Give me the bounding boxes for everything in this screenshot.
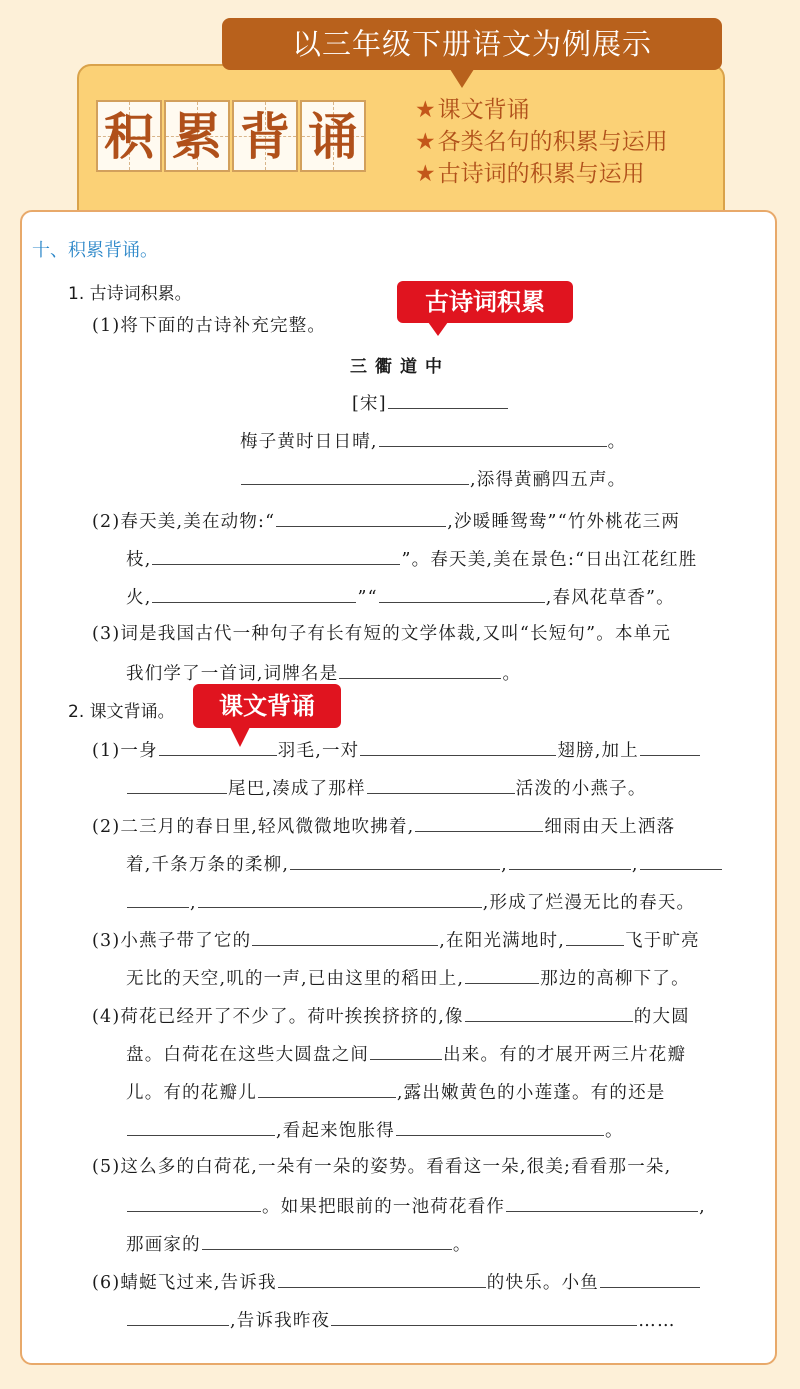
feature-item: ★课文背诵 — [415, 97, 530, 123]
subsection-recitation-title: 2. 课文背诵。 — [68, 702, 175, 722]
answer-blank[interactable] — [640, 737, 700, 756]
answer-blank[interactable] — [506, 1193, 698, 1212]
r2-line-2: 着,千条万条的柔柳, , , — [126, 851, 723, 877]
star-icon: ★ — [415, 161, 436, 187]
r5-line-3: 那画家的 。 — [126, 1231, 472, 1257]
r1-line-2: 尾巴,凑成了那样 活泼的小燕子。 — [126, 775, 647, 801]
answer-blank[interactable] — [331, 1307, 637, 1326]
header-banner: 以三年级下册语文为例展示 — [222, 18, 722, 70]
title-char: 诵 — [300, 100, 366, 172]
title-char: 积 — [96, 100, 162, 172]
answer-blank[interactable] — [415, 813, 543, 832]
answer-blank[interactable] — [152, 546, 400, 565]
r3-line-2: 无比的天空,叽的一声,已由这里的稻田上, 那边的高柳下了。 — [126, 965, 690, 991]
r6-line-1: (6)蜻蜓飞过来,告诉我 的快乐。小鱼 — [92, 1269, 701, 1295]
q2-line-2: 枝, ”。春天美,美在景色:“日出江花红胜 — [126, 546, 697, 572]
r4-line-4: ,看起来饱胀得 。 — [126, 1117, 624, 1143]
poem-line-2: ,添得黄鹂四五声。 — [240, 466, 626, 492]
r1-line-1: (1)一身 羽毛,一对 翅膀,加上 — [92, 737, 701, 763]
r2-line-1: (2)二三月的春日里,轻风微微地吹拂着, 细雨由天上洒落 — [92, 813, 675, 839]
title-char: 累 — [164, 100, 230, 172]
banner-pointer — [448, 66, 476, 88]
answer-blank[interactable] — [202, 1231, 452, 1250]
r4-line-1: (4)荷花已经开了不少了。荷叶挨挨挤挤的,像 的大圆 — [92, 1003, 690, 1029]
callout-recitation: 课文背诵 — [193, 684, 341, 728]
subsection-poetry-title: 1. 古诗词积累。 — [68, 284, 192, 304]
r5-line-2: 。如果把眼前的一池荷花看作 , — [126, 1193, 706, 1219]
answer-blank[interactable] — [339, 660, 501, 679]
q3-line-1: (3)词是我国古代一种句子有长有短的文学体裁,又叫“长短句”。本单元 — [92, 624, 672, 644]
answer-blank[interactable] — [127, 775, 227, 794]
answer-blank[interactable] — [252, 927, 438, 946]
r3-line-1: (3)小燕子带了它的 ,在阳光满地时, 飞于旷亮 — [92, 927, 700, 953]
callout-poetry-pointer — [428, 322, 448, 336]
answer-blank[interactable] — [509, 851, 631, 870]
answer-blank[interactable] — [198, 889, 482, 908]
q2-line-3: 火, ”“ ,春风花草香”。 — [126, 584, 675, 610]
answer-blank[interactable] — [600, 1269, 700, 1288]
callout-poetry: 古诗词积累 — [397, 281, 573, 323]
answer-blank[interactable] — [159, 737, 277, 756]
star-icon: ★ — [415, 129, 436, 155]
answer-blank[interactable] — [465, 1003, 633, 1022]
poem-blank[interactable] — [379, 428, 607, 447]
answer-blank[interactable] — [396, 1117, 604, 1136]
r2-line-3: , ,形成了烂漫无比的春天。 — [126, 889, 695, 915]
author-blank[interactable] — [388, 390, 508, 409]
poem-title: 三衢道中 — [350, 357, 450, 377]
poem-blank[interactable] — [241, 466, 469, 485]
answer-blank[interactable] — [278, 1269, 486, 1288]
answer-blank[interactable] — [127, 889, 189, 908]
q2-line-1: (2)春天美,美在动物:“ ,沙暖睡鸳鸯”“竹外桃花三两 — [92, 508, 680, 534]
answer-blank[interactable] — [258, 1079, 396, 1098]
answer-blank[interactable] — [127, 1117, 275, 1136]
answer-blank[interactable] — [370, 1041, 442, 1060]
answer-blank[interactable] — [360, 737, 556, 756]
r5-line-1: (5)这么多的白荷花,一朵有一朵的姿势。看看这一朵,很美;看看那一朵, — [92, 1157, 672, 1177]
r6-line-2: ,告诉我昨夜 …… — [126, 1307, 676, 1333]
answer-blank[interactable] — [640, 851, 722, 870]
r4-line-2: 盘。白荷花在这些大圆盘之间 出来。有的才展开两三片花瓣 — [126, 1041, 686, 1067]
answer-blank[interactable] — [367, 775, 515, 794]
title-grid — [96, 100, 366, 172]
feature-item: ★古诗词的积累与运用 — [415, 161, 645, 187]
feature-item: ★各类名句的积累与运用 — [415, 129, 668, 155]
poem-line-1: 梅子黄时日日晴, 。 — [240, 428, 626, 454]
answer-blank[interactable] — [465, 965, 539, 984]
feature-list — [415, 94, 668, 190]
q1-instruction: (1)将下面的古诗补充完整。 — [92, 316, 327, 336]
answer-blank[interactable] — [152, 584, 356, 603]
answer-blank[interactable] — [290, 851, 500, 870]
section-title: 十、积累背诵。 — [32, 240, 158, 261]
answer-blank[interactable] — [127, 1307, 229, 1326]
answer-blank[interactable] — [379, 584, 545, 603]
r4-line-3: 儿。有的花瓣儿 ,露出嫩黄色的小莲蓬。有的还是 — [126, 1079, 665, 1105]
title-char: 背 — [232, 100, 298, 172]
star-icon: ★ — [415, 97, 436, 123]
poem-author-line: [宋] — [352, 390, 509, 416]
answer-blank[interactable] — [276, 508, 446, 527]
q3-line-2: 我们学了一首词,词牌名是 。 — [126, 660, 521, 686]
answer-blank[interactable] — [127, 1193, 261, 1212]
answer-blank[interactable] — [566, 927, 624, 946]
callout-recitation-pointer — [230, 727, 250, 747]
